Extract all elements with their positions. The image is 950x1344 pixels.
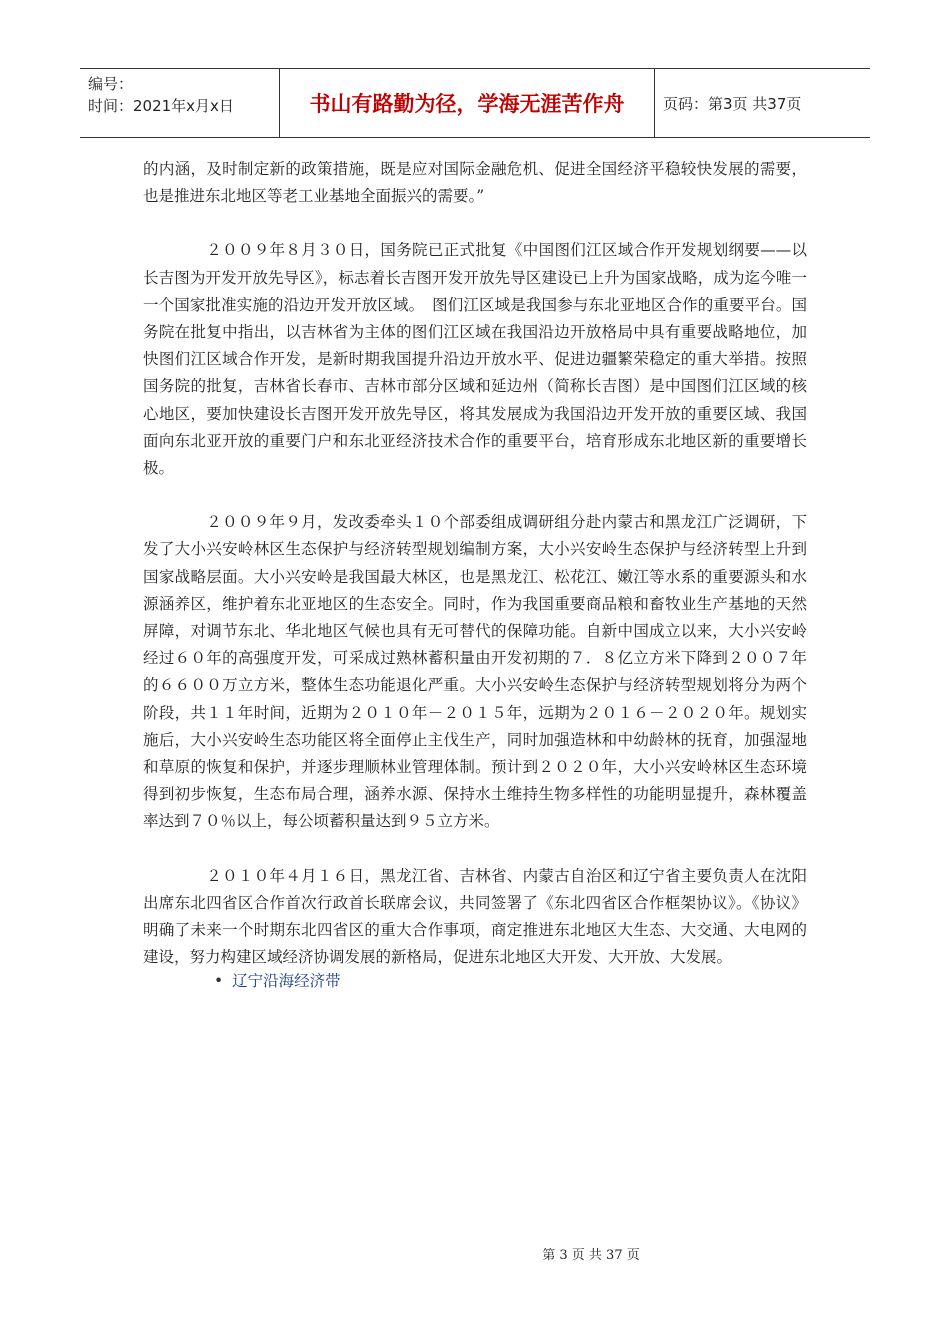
header-motto: 书山有路勤为径，学海无涯苦作舟 bbox=[309, 92, 625, 116]
paragraph-1: 的内涵，及时制定新的政策措施，既是应对国际金融危机、促进全国经济平稳较快发展的需要，也是推进东北地区等老工业基地全面振兴的需要。” bbox=[143, 160, 807, 206]
bullet-marker: • bbox=[214, 972, 224, 990]
bullet-list-item bbox=[214, 968, 341, 995]
page-header bbox=[80, 68, 870, 138]
number-label: 编号： bbox=[88, 75, 134, 93]
paragraph-3: ２００９年９月，发改委牵头１０个部委组成调研组分赴内蒙古和黑龙江广泛调研，下发了大小兴安岭林区生态保护与经济转型规划编制方案，大小兴安岭生态保护与经济转型上升到国家战略层面。大小兴安岭是我国最大林区，也是黑龙江、松花江、嫩江等水系的重要源头和水源涵养区，维护着东北亚地区的生态安全。同时，作为我国重要商品粮和畜牧业生产基地的天然屏障，对调节东北、华北地区气候也具有无可替代的保障功能。自新中国成立以来，大小兴安岭经过６０年的高强度开发，可采成过熟林蓄积量由开发初期的７．８亿立方米下降到２００７年的６６００万立方米，整体生态功能退化严重。大小兴安岭生态保护与经济转型规划将分为两个阶段，共１１年时间，近期为２０１０年－２０１５年，远期为２０１６－２０２０年。规划实施后，大小兴安岭生态功能区将全面停止主伐生产，同时加强造林和中幼龄林的抚育，加强湿地和草原的恢复和保护，并逐步理顺林业管理体制。预计到２０２０年，大小兴安岭林区生态环境得到初步恢复，生态布局合理，涵养水源、保持水土维持生物多样性的功能明显提升，森林覆盖率达到７０％以上，每公顷蓄积量达到９５立方米。 bbox=[143, 513, 807, 831]
header-motto-cell bbox=[280, 69, 655, 137]
header-meta bbox=[80, 69, 280, 137]
header-page-cell bbox=[655, 69, 870, 137]
time-label: 时间：2021年x月x日 bbox=[88, 97, 234, 115]
footer-page-number: 第 3 页 共 37 页 bbox=[542, 1248, 640, 1263]
bullet-link-text[interactable]: 辽宁沿海经济带 bbox=[232, 972, 341, 990]
page-footer bbox=[0, 1244, 950, 1263]
document-body bbox=[143, 156, 807, 998]
paragraph-2: ２００９年８月３０日，国务院已正式批复《中国图们江区域合作开发规划纲要——以长吉图为开发开放先导区》，标志着长吉图开发开放先导区建设已上升为国家战略，成为迄今唯一一个国家批准实施的沿边开发开放区域。 图们江区域是我国参与东北亚地区合作的重要平台。国务院在批复中指出，以吉林省为主体的图们江区域在我国沿边开放格局中具有重要战略地位，加快图们江区域合作开发，是新时期我国提升沿边开放水平、促进边疆繁荣稳定的重大举措。按照国务院的批复，吉林省长春市、吉林市部分区域和延边州（简称长吉图）是中国图们江区域的核心地区，要加快建设长吉图开发开放先导区，将其发展成为我国沿边开发开放的重要区域、我国面向东北亚开放的重要门户和东北亚经济技术合作的重要平台，培育形成东北地区新的重要增长极。 bbox=[143, 241, 807, 478]
header-page-label: 页码：第3页 共37页 bbox=[663, 94, 802, 113]
paragraph-4: ２０１０年４月１６日，黑龙江省、吉林省、内蒙古自治区和辽宁省主要负责人在沈阳出席东北四省区合作首次行政首长联席会议，共同签署了《东北四省区合作框架协议》。《协议》明确了未来一个时期东北四省区的重大合作事项，商定推进东北地区大生态、大交通、大电网的建设，努力构建区域经济协调发展的新格局，促进东北地区大开发、大开放、大发展。 bbox=[143, 866, 807, 967]
